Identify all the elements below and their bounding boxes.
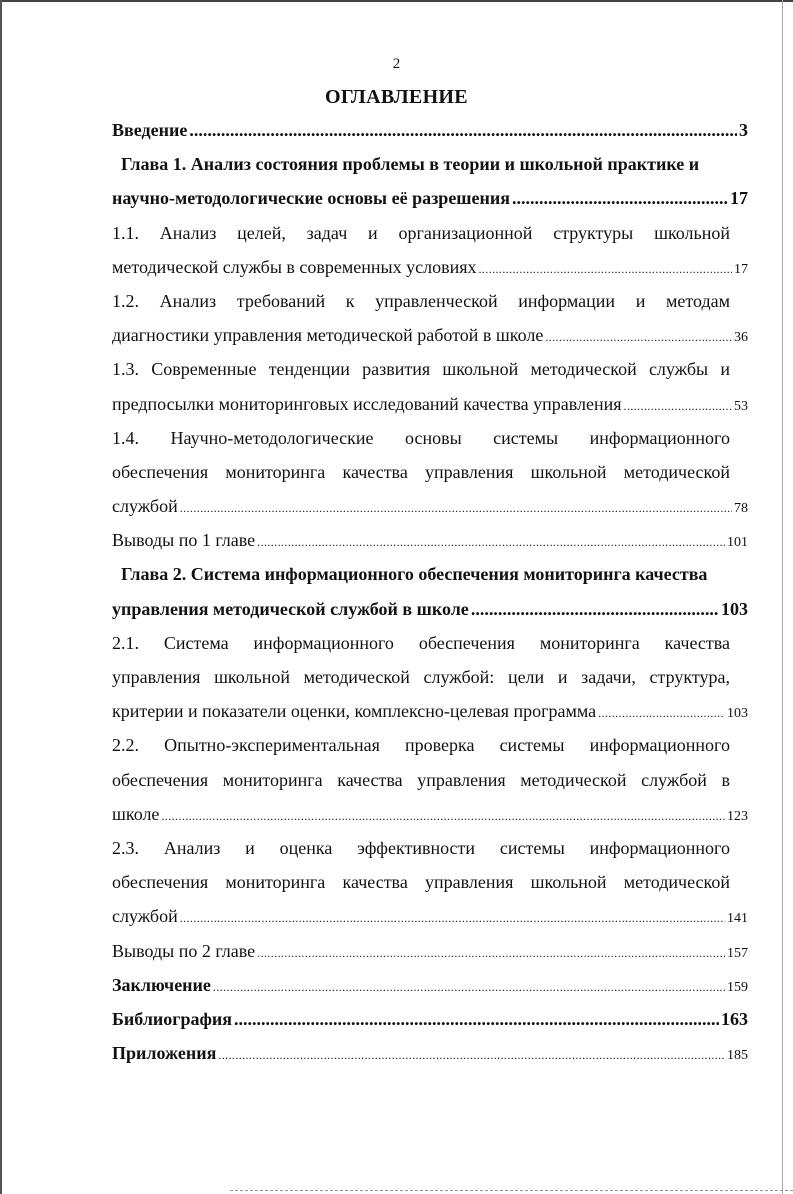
- dot-leader: [218, 1038, 725, 1070]
- dot-leader: [512, 181, 728, 215]
- toc-entry-1-4-line-3[interactable]: [112, 489, 748, 523]
- dot-leader: [180, 901, 725, 933]
- dot-leader: [234, 1002, 719, 1036]
- toc-entry-bibliography[interactable]: [112, 1002, 748, 1036]
- toc-entry-text: обеспечения мониторинга качества управления школьной методической: [112, 872, 730, 893]
- toc-entry-1-1-line-2[interactable]: [112, 250, 748, 284]
- dot-leader: [479, 252, 732, 284]
- dot-leader: [213, 970, 725, 1002]
- toc-page-number: 101: [727, 535, 748, 551]
- toc-entry-1-4-line-2[interactable]: [112, 455, 730, 489]
- toc-entry-2-2-line-1[interactable]: [112, 728, 730, 762]
- toc-entry-text: 1.4. Научно-методологические основы системы информационного: [112, 427, 730, 448]
- toc-entry-text: службой: [112, 906, 178, 927]
- toc-entry-text: управления методической службой в школе: [112, 598, 469, 619]
- toc-entry-chapter-1-line-1[interactable]: [112, 147, 748, 181]
- toc-entry-text: предпосылки мониторинговых исследований качества управления: [112, 393, 622, 414]
- toc-page-number: 141: [727, 911, 748, 927]
- scan-edge-right: [782, 0, 783, 1194]
- dot-leader: [471, 592, 719, 626]
- toc-entry-conclusions-1[interactable]: [112, 523, 748, 557]
- table-of-contents: [112, 113, 748, 1070]
- toc-entry-text: 2.2. Опытно-экспериментальная проверка системы информационного: [112, 735, 730, 756]
- toc-entry-text: Приложения: [112, 1043, 217, 1064]
- scan-edge-left: [0, 0, 2, 1194]
- dot-leader: [161, 799, 725, 831]
- toc-page-number: 185: [727, 1048, 748, 1064]
- toc-page-number: 3: [739, 120, 748, 140]
- toc-entry-1-3-line-1[interactable]: [112, 352, 730, 386]
- toc-entry-text: школе: [112, 803, 160, 824]
- toc-entry-chapter-1-line-2[interactable]: [112, 181, 748, 215]
- toc-page-number: 53: [734, 398, 748, 414]
- toc-entry-text: Выводы по 1 главе: [112, 530, 256, 551]
- toc-entry-text: 1.1. Анализ целей, задач и организационной структуры школьной: [112, 222, 730, 243]
- toc-entry-2-1-line-3[interactable]: [112, 694, 748, 728]
- toc-entry-2-3-line-3[interactable]: [112, 899, 748, 933]
- toc-entry-text: 1.2. Анализ требований к управленческой информации и методам: [112, 290, 730, 311]
- toc-entry-text: Введение: [112, 120, 188, 140]
- dot-leader: [624, 389, 732, 421]
- toc-entry-text: Библиография: [112, 1008, 233, 1029]
- toc-entry-text: Заключение: [112, 974, 211, 995]
- toc-entry-text: научно-методологические основы её разрешения: [112, 188, 510, 209]
- toc-page-number: 36: [734, 330, 748, 346]
- toc-entry-chapter-2-line-1[interactable]: [112, 557, 748, 591]
- page-number: 2: [392, 56, 401, 72]
- toc-page-number: 123: [727, 808, 748, 824]
- toc-entry-text: 1.3. Современные тенденции развития школьной методической службы и: [112, 359, 730, 380]
- toc-entry-text: диагностики управления методической работой в школе: [112, 325, 544, 346]
- dot-leader: [180, 491, 732, 523]
- toc-entry-chapter-2-line-2[interactable]: [112, 592, 748, 626]
- dot-leader: [257, 525, 725, 557]
- toc-page-number: 103: [727, 706, 748, 722]
- scan-edge-bottom: [230, 1190, 793, 1192]
- dot-leader: [545, 320, 732, 352]
- toc-entry-2-2-line-2[interactable]: [112, 763, 730, 797]
- toc-entry-1-3-line-2[interactable]: [112, 387, 748, 421]
- toc-entry-text: Выводы по 2 главе: [112, 940, 256, 961]
- toc-page-number: 103: [721, 598, 748, 619]
- toc-entry-text: Глава 1. Анализ состояния проблемы в теории и школьной практике и: [121, 154, 700, 175]
- dot-leader: [257, 936, 725, 968]
- toc-entry-2-3-line-2[interactable]: [112, 865, 730, 899]
- toc-page-number: 78: [734, 501, 748, 517]
- dot-leader: [189, 113, 737, 147]
- toc-entry-text: службой: [112, 496, 178, 517]
- toc-entry-text: управления школьной методической службой: цели и задачи, структура,: [112, 667, 730, 687]
- toc-entry-1-2-line-2[interactable]: [112, 318, 748, 352]
- toc-page-number: 17: [734, 261, 748, 277]
- toc-title: ОГЛАВЛЕНИЕ: [325, 86, 468, 108]
- toc-page-number: 17: [730, 188, 748, 209]
- toc-entry-text: методической службы в современных условиях: [112, 256, 477, 277]
- toc-page-number: 163: [721, 1008, 748, 1029]
- toc-entry-conclusion[interactable]: [112, 968, 748, 1002]
- scan-edge-top: [0, 0, 793, 2]
- toc-entry-text: обеспечения мониторинга качества управления методической службой в: [112, 769, 730, 790]
- toc-entry-appendices[interactable]: [112, 1036, 748, 1070]
- toc-entry-2-3-line-1[interactable]: [112, 831, 730, 865]
- toc-entry-2-1-line-1[interactable]: [112, 626, 730, 660]
- toc-entry-intro[interactable]: [112, 113, 748, 147]
- toc-entry-1-1-line-1[interactable]: [112, 216, 730, 250]
- toc-page-number: 157: [727, 945, 748, 961]
- toc-entry-text: критерии и показатели оценки, комплексно-целевая программа: [112, 701, 597, 722]
- toc-entry-2-2-line-3[interactable]: [112, 797, 748, 831]
- toc-entry-1-2-line-1[interactable]: [112, 284, 730, 318]
- toc-entry-text: Глава 2. Система информационного обеспечения мониторинга качества: [121, 564, 708, 585]
- toc-entry-text: обеспечения мониторинга качества управления школьной методической: [112, 461, 730, 482]
- toc-entry-text: 2.1. Система информационного обеспечения мониторинга качества: [112, 632, 730, 653]
- toc-page-number: 159: [727, 979, 748, 995]
- toc-entry-text: 2.3. Анализ и оценка эффективности системы информационного: [112, 837, 730, 858]
- dot-leader: [598, 696, 725, 728]
- toc-entry-conclusions-2[interactable]: [112, 934, 748, 968]
- toc-entry-1-4-line-1[interactable]: [112, 421, 730, 455]
- toc-entry-2-1-line-2[interactable]: [112, 660, 730, 694]
